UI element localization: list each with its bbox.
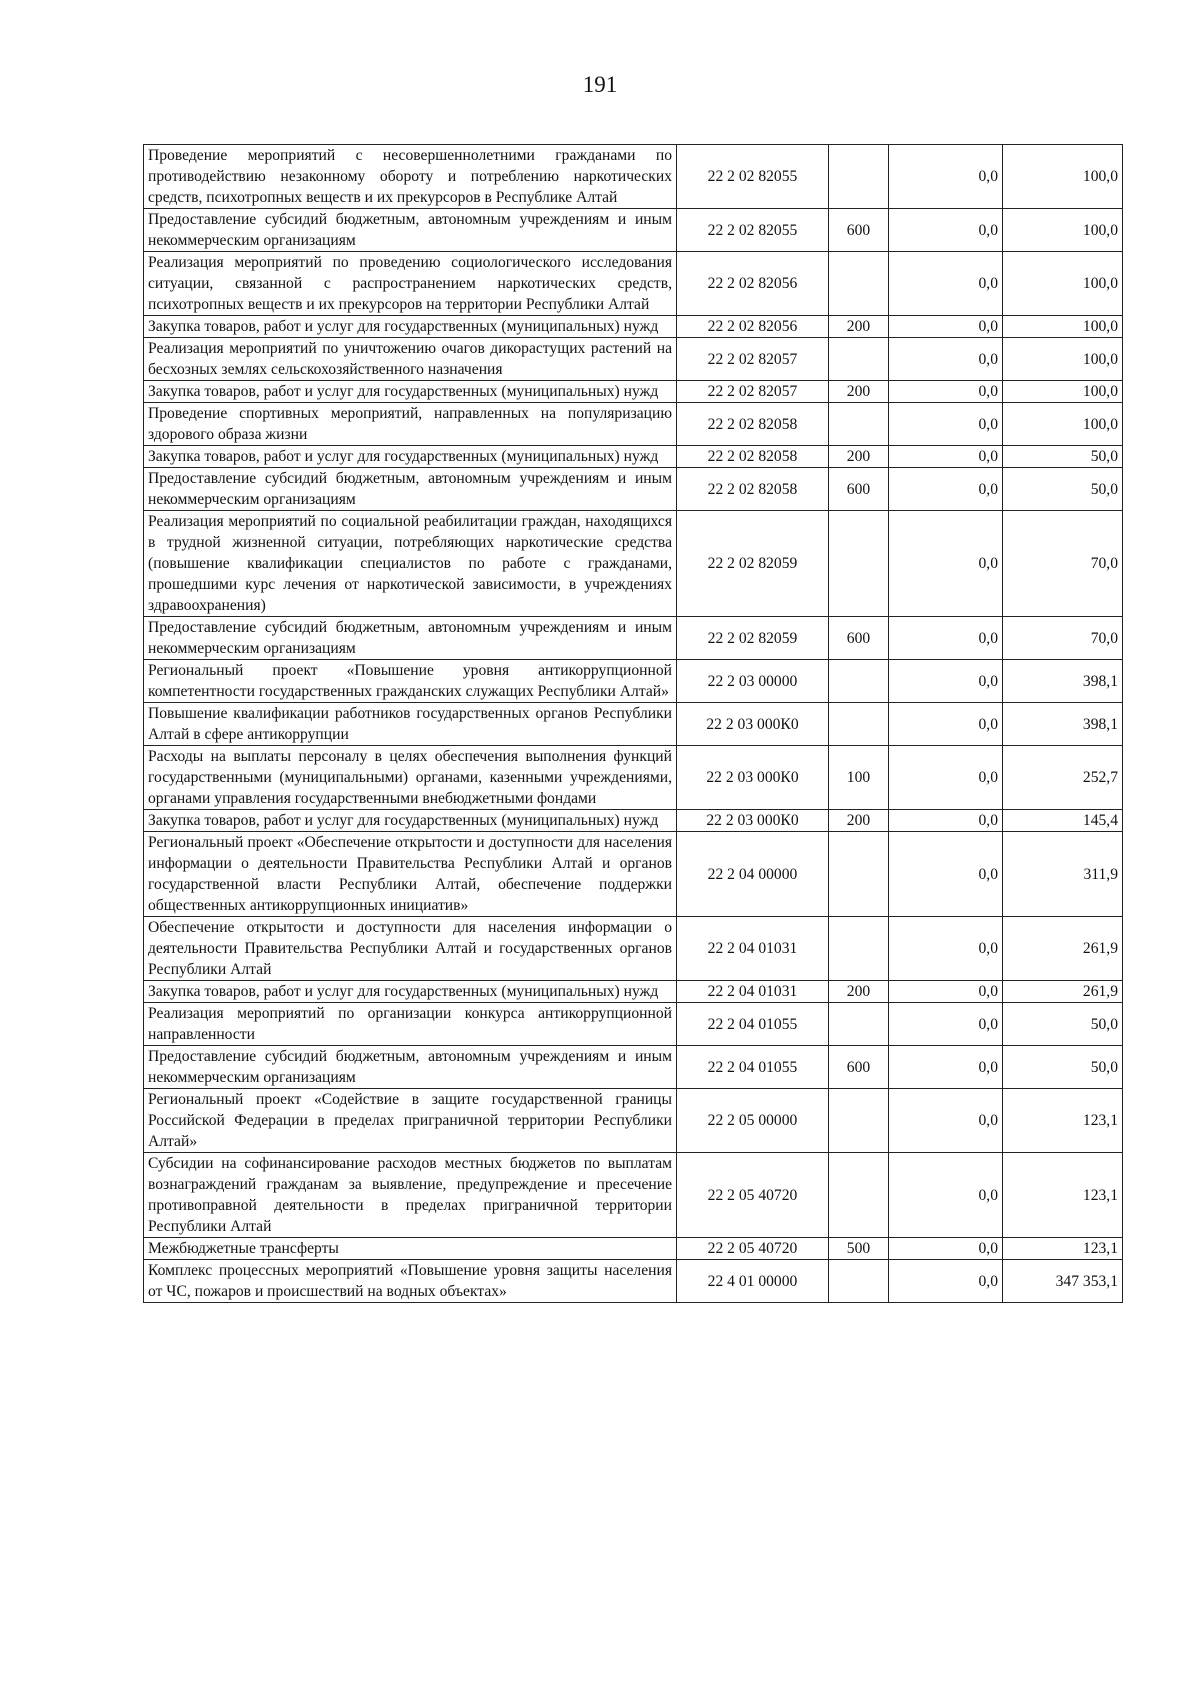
amount-2: 252,7	[1003, 746, 1123, 810]
target-article-code: 22 2 02 82057	[677, 381, 829, 403]
target-article-code: 22 2 04 01031	[677, 981, 829, 1003]
target-article-code: 22 2 02 82055	[677, 145, 829, 209]
target-article-code: 22 2 02 82058	[677, 446, 829, 468]
table-row	[144, 660, 1123, 703]
target-article-code: 22 2 05 00000	[677, 1089, 829, 1153]
table-row	[144, 446, 1123, 468]
target-article-code: 22 2 02 82059	[677, 511, 829, 617]
expense-name: Расходы на выплаты персоналу в целях обеспечения выполнения функций государственными (муниципальными) органами, казенными учреждениями, органами управления государственными внебюджетными фондами	[144, 746, 677, 810]
target-article-code: 22 2 02 82055	[677, 209, 829, 252]
target-article-code: 22 2 03 000К0	[677, 746, 829, 810]
amount-2: 100,0	[1003, 338, 1123, 381]
amount-2: 70,0	[1003, 617, 1123, 660]
amount-1: 0,0	[889, 145, 1003, 209]
expense-name: Закупка товаров, работ и услуг для государственных (муниципальных) нужд	[144, 316, 677, 338]
expense-type-code: 600	[829, 1046, 889, 1089]
table-row	[144, 917, 1123, 981]
expense-type-code: 200	[829, 446, 889, 468]
expense-type-code	[829, 252, 889, 316]
table-row	[144, 1238, 1123, 1260]
amount-1: 0,0	[889, 1003, 1003, 1046]
table-row	[144, 1089, 1123, 1153]
expense-name: Закупка товаров, работ и услуг для государственных (муниципальных) нужд	[144, 810, 677, 832]
expense-type-code: 600	[829, 209, 889, 252]
expense-type-code	[829, 145, 889, 209]
amount-1: 0,0	[889, 252, 1003, 316]
table-row	[144, 810, 1123, 832]
expense-name: Обеспечение открытости и доступности для населения информации о деятельности Правительства Республики Алтай и государственных органов Республики Алтай	[144, 917, 677, 981]
target-article-code: 22 2 05 40720	[677, 1153, 829, 1238]
table-row	[144, 468, 1123, 511]
expense-type-code: 200	[829, 810, 889, 832]
target-article-code: 22 2 02 82059	[677, 617, 829, 660]
table-row	[144, 209, 1123, 252]
table-row	[144, 511, 1123, 617]
table-row	[144, 338, 1123, 381]
amount-1: 0,0	[889, 1260, 1003, 1303]
expense-name: Комплекс процессных мероприятий «Повышение уровня защиты населения от ЧС, пожаров и происшествий на водных объектах»	[144, 1260, 677, 1303]
expense-name: Закупка товаров, работ и услуг для государственных (муниципальных) нужд	[144, 446, 677, 468]
amount-1: 0,0	[889, 338, 1003, 381]
amount-2: 123,1	[1003, 1153, 1123, 1238]
amount-2: 398,1	[1003, 660, 1123, 703]
target-article-code: 22 2 04 01031	[677, 917, 829, 981]
table-row	[144, 1046, 1123, 1089]
amount-2: 347 353,1	[1003, 1260, 1123, 1303]
table-row	[144, 316, 1123, 338]
target-article-code: 22 4 01 00000	[677, 1260, 829, 1303]
amount-1: 0,0	[889, 381, 1003, 403]
amount-2: 123,1	[1003, 1089, 1123, 1153]
table-row	[144, 981, 1123, 1003]
expense-name: Реализация мероприятий по проведению социологического исследования ситуации, связанной с распространением наркотических средств, психотропных веществ и их прекурсоров на территории Республики Алтай	[144, 252, 677, 316]
amount-1: 0,0	[889, 810, 1003, 832]
table-row	[144, 252, 1123, 316]
amount-2: 123,1	[1003, 1238, 1123, 1260]
expense-type-code	[829, 660, 889, 703]
target-article-code: 22 2 04 01055	[677, 1046, 829, 1089]
budget-table-body	[144, 145, 1123, 1303]
amount-2: 100,0	[1003, 252, 1123, 316]
amount-1: 0,0	[889, 981, 1003, 1003]
amount-2: 50,0	[1003, 446, 1123, 468]
amount-2: 261,9	[1003, 981, 1123, 1003]
amount-2: 100,0	[1003, 316, 1123, 338]
expense-name: Реализация мероприятий по уничтожению очагов дикорастущих растений на бесхозных землях сельскохозяйственного назначения	[144, 338, 677, 381]
amount-1: 0,0	[889, 617, 1003, 660]
expense-type-code	[829, 1153, 889, 1238]
amount-1: 0,0	[889, 403, 1003, 446]
target-article-code: 22 2 02 82056	[677, 316, 829, 338]
amount-2: 50,0	[1003, 1003, 1123, 1046]
amount-1: 0,0	[889, 1153, 1003, 1238]
expense-type-code: 600	[829, 468, 889, 511]
amount-2: 100,0	[1003, 209, 1123, 252]
expense-name: Предоставление субсидий бюджетным, автономным учреждениям и иным некоммерческим организациям	[144, 468, 677, 511]
expense-name: Региональный проект «Содействие в защите государственной границы Российской Федерации в пределах приграничной территории Республики Алтай»	[144, 1089, 677, 1153]
expense-type-code	[829, 403, 889, 446]
expense-type-code	[829, 832, 889, 917]
expense-name: Региональный проект «Повышение уровня антикоррупционной компетентности государственных гражданских служащих Республики Алтай»	[144, 660, 677, 703]
amount-2: 100,0	[1003, 145, 1123, 209]
table-row	[144, 145, 1123, 209]
amount-1: 0,0	[889, 446, 1003, 468]
expense-name: Закупка товаров, работ и услуг для государственных (муниципальных) нужд	[144, 381, 677, 403]
budget-table	[143, 144, 1123, 1303]
expense-name: Реализация мероприятий по организации конкурса антикоррупционной направленности	[144, 1003, 677, 1046]
expense-name: Проведение мероприятий с несовершеннолетними гражданами по противодействию незаконному обороту и потреблению наркотических средств, психотропных веществ и их прекурсоров в Республике Алтай	[144, 145, 677, 209]
amount-2: 398,1	[1003, 703, 1123, 746]
amount-1: 0,0	[889, 316, 1003, 338]
amount-1: 0,0	[889, 209, 1003, 252]
expense-type-code: 200	[829, 316, 889, 338]
amount-1: 0,0	[889, 917, 1003, 981]
amount-2: 261,9	[1003, 917, 1123, 981]
amount-1: 0,0	[889, 511, 1003, 617]
expense-type-code: 200	[829, 981, 889, 1003]
amount-1: 0,0	[889, 660, 1003, 703]
target-article-code: 22 2 02 82057	[677, 338, 829, 381]
table-row	[144, 703, 1123, 746]
target-article-code: 22 2 05 40720	[677, 1238, 829, 1260]
amount-2: 100,0	[1003, 403, 1123, 446]
amount-1: 0,0	[889, 468, 1003, 511]
amount-1: 0,0	[889, 746, 1003, 810]
table-row	[144, 403, 1123, 446]
expense-name: Региональный проект «Обеспечение открытости и доступности для населения информации о деятельности Правительства Республики Алтай и органов государственной власти Республики Алтай, обеспечение поддержки общественных антикоррупционных инициатив»	[144, 832, 677, 917]
amount-1: 0,0	[889, 1238, 1003, 1260]
expense-name: Предоставление субсидий бюджетным, автономным учреждениям и иным некоммерческим организациям	[144, 209, 677, 252]
expense-name: Межбюджетные трансферты	[144, 1238, 677, 1260]
expense-name: Проведение спортивных мероприятий, направленных на популяризацию здорового образа жизни	[144, 403, 677, 446]
expense-name: Субсидии на софинансирование расходов местных бюджетов по выплатам вознаграждений гражданам за выявление, предупреждение и пресечение противоправной деятельности в пределах приграничной территории Республики Алтай	[144, 1153, 677, 1238]
expense-type-code	[829, 511, 889, 617]
table-row	[144, 1260, 1123, 1303]
target-article-code: 22 2 04 01055	[677, 1003, 829, 1046]
table-row	[144, 381, 1123, 403]
expense-type-code: 500	[829, 1238, 889, 1260]
target-article-code: 22 2 03 000К0	[677, 703, 829, 746]
target-article-code: 22 2 02 82056	[677, 252, 829, 316]
expense-type-code	[829, 1260, 889, 1303]
amount-1: 0,0	[889, 1089, 1003, 1153]
expense-name: Закупка товаров, работ и услуг для государственных (муниципальных) нужд	[144, 981, 677, 1003]
table-row	[144, 617, 1123, 660]
expense-type-code	[829, 338, 889, 381]
expense-name: Предоставление субсидий бюджетным, автономным учреждениям и иным некоммерческим организациям	[144, 1046, 677, 1089]
expense-type-code	[829, 1003, 889, 1046]
expense-type-code: 200	[829, 381, 889, 403]
expense-name: Повышение квалификации работников государственных органов Республики Алтай в сфере антикоррупции	[144, 703, 677, 746]
amount-2: 311,9	[1003, 832, 1123, 917]
target-article-code: 22 2 03 000К0	[677, 810, 829, 832]
amount-1: 0,0	[889, 832, 1003, 917]
amount-2: 50,0	[1003, 1046, 1123, 1089]
amount-1: 0,0	[889, 1046, 1003, 1089]
table-row	[144, 832, 1123, 917]
target-article-code: 22 2 03 00000	[677, 660, 829, 703]
expense-type-code: 600	[829, 617, 889, 660]
amount-2: 100,0	[1003, 381, 1123, 403]
expense-name: Реализация мероприятий по социальной реабилитации граждан, находящихся в трудной жизненной ситуации, потребляющих наркотические средства (повышение квалификации специалистов по работе с гражданами, прошедшими курс лечения от наркотической зависимости, в учреждениях здравоохранения)	[144, 511, 677, 617]
amount-1: 0,0	[889, 703, 1003, 746]
expense-type-code	[829, 703, 889, 746]
expense-type-code	[829, 917, 889, 981]
table-row	[144, 746, 1123, 810]
page-number: 191	[582, 72, 618, 97]
amount-2: 70,0	[1003, 511, 1123, 617]
amount-2: 145,4	[1003, 810, 1123, 832]
expense-name: Предоставление субсидий бюджетным, автономным учреждениям и иным некоммерческим организациям	[144, 617, 677, 660]
expense-type-code: 100	[829, 746, 889, 810]
table-row	[144, 1153, 1123, 1238]
expense-type-code	[829, 1089, 889, 1153]
amount-2: 50,0	[1003, 468, 1123, 511]
target-article-code: 22 2 02 82058	[677, 468, 829, 511]
table-row	[144, 1003, 1123, 1046]
target-article-code: 22 2 04 00000	[677, 832, 829, 917]
target-article-code: 22 2 02 82058	[677, 403, 829, 446]
